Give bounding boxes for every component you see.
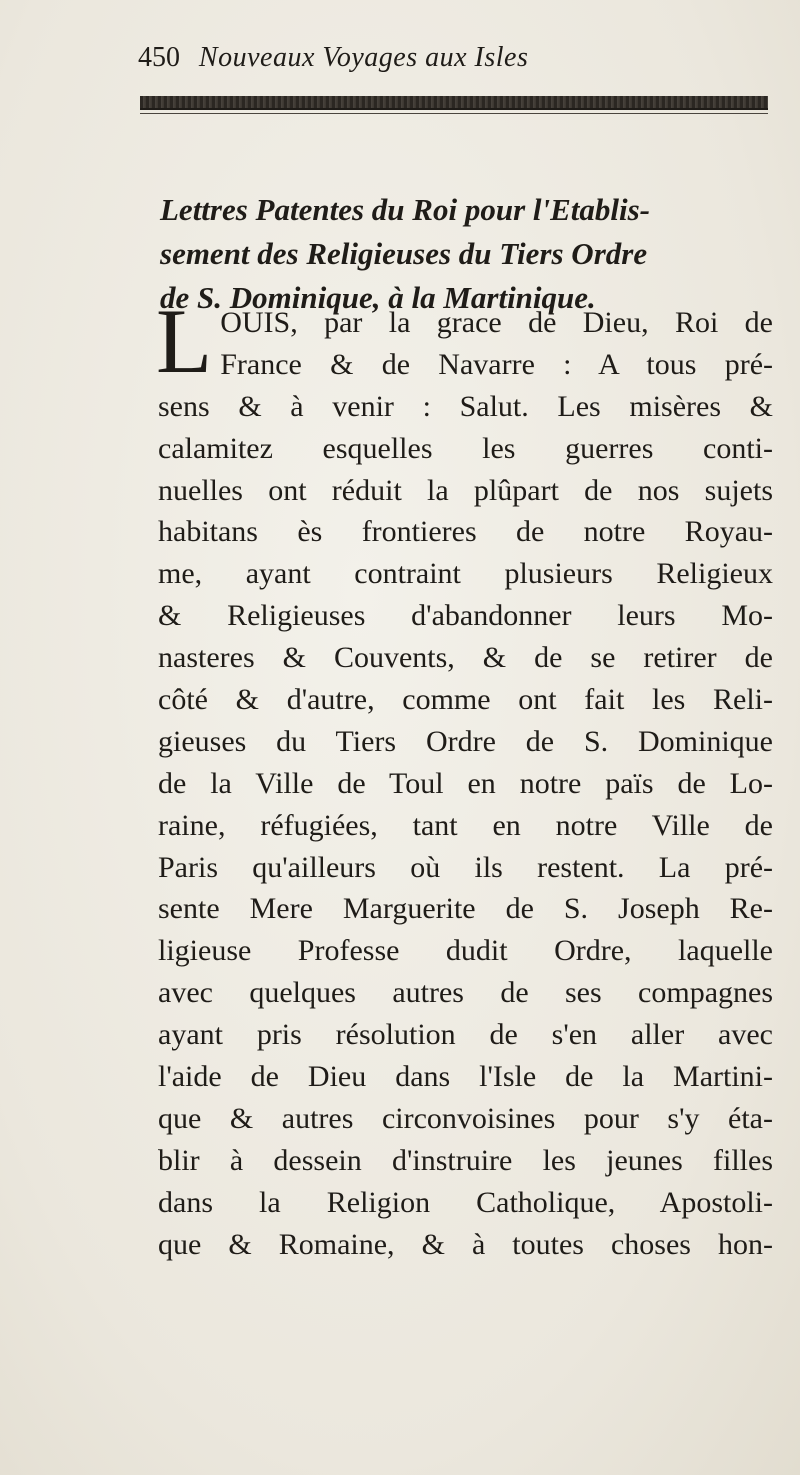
text-line: avec quelques autres de ses compagnes [158,976,773,1010]
page-number: 450 [138,42,180,73]
section-heading [160,188,770,320]
text-line: de la Ville de Toul en notre païs de Lo- [158,766,773,800]
heading-line: de S. Dominique, à la Martinique. [160,280,596,315]
text-line: ligieuse Professe dudit Ordre, laquelle [158,934,773,968]
running-title: Nouveaux Voyages aux Isles [198,42,529,73]
rule-underline [140,113,768,114]
text-line: gieuses du Tiers Ordre de S. Dominique [158,724,773,758]
text-line: OUIS, par la grace de Dieu, Roi de [220,306,773,339]
text-line: France & de Navarre : A tous pré- [220,347,773,381]
text-line: sens & à venir : Salut. Les misères & [158,389,773,423]
drop-cap: L [156,290,213,392]
text-line: l'aide de Dieu dans l'Isle de la Martini- [158,1060,773,1094]
ornamental-rule [140,96,768,110]
heading-line: sement des Religieuses du Tiers Ordre [160,236,648,271]
text-line: sente Mere Marguerite de S. Joseph Re- [158,892,773,926]
text-line: blir à dessein d'instruire les jeunes filles [158,1143,773,1177]
heading-line: Lettres Patentes du Roi pour l'Etablis- [160,192,651,227]
text-line: nuelles ont réduit la plûpart de nos sujets [158,473,773,507]
text-line: & Religieuses d'abandonner leurs Mo- [158,599,773,633]
text-line: nasteres & Couvents, & de se retirer de [158,641,773,675]
text-line: calamitez esquelles les guerres conti- [158,431,773,465]
text-line: que & Romaine, & à toutes choses hon- [158,1227,773,1261]
text-line: que & autres circonvoisines pour s'y éta- [158,1101,773,1135]
text-line: côté & d'autre, comme ont fait les Reli- [158,683,773,717]
text-line: dans la Religion Catholique, Apostoli- [158,1185,773,1219]
text-line: raine, réfugiées, tant en notre Ville de [158,808,773,842]
text-line: me, ayant contraint plusieurs Religieux [158,557,773,591]
text-line: habitans ès frontieres de notre Royau- [158,515,773,549]
text-line: ayant pris résolution de s'en aller avec [158,1018,773,1052]
text-line: Paris qu'ailleurs où ils restent. La pré- [158,850,773,884]
running-head [138,40,528,74]
